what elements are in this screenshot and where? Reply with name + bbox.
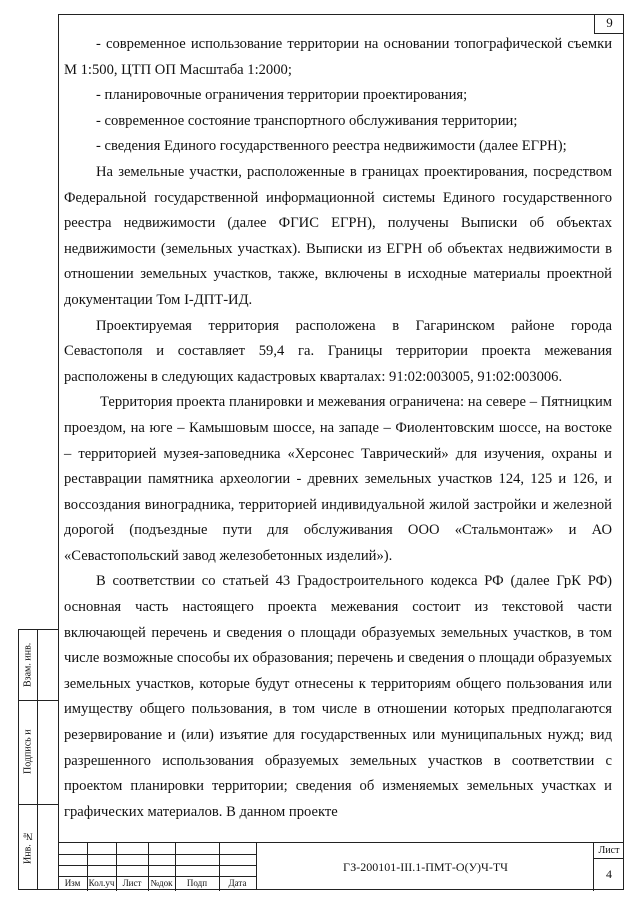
paragraph: Проектируемая территория расположена в Гагаринском районе города Севастополя и составляет 59,4 га. Границы территории проекта межевания расположены в следующих кадастровых кварталах: 91:02:003005, 91:02:003006. bbox=[64, 317, 612, 385]
paragraph: - сведения Единого государственного реестра недвижимости (далее ЕГРН); bbox=[96, 138, 567, 155]
vzam-inv-label: Взам. инв. bbox=[22, 642, 34, 688]
col-koluch: Кол.уч bbox=[88, 878, 115, 888]
sheet-cell bbox=[593, 843, 624, 891]
signature-date-label: Подпись и bbox=[22, 729, 34, 775]
col-ndok: №док bbox=[150, 878, 173, 888]
document-code: ГЗ-200101-III.1-ПМТ-О(У)Ч-ТЧ bbox=[343, 859, 508, 874]
paragraph: Территория проекта планировки и межевания ограничена: на севере – Пятницким проездом, на юге – Камышовым шоссе, на западе – Фиолентовским шоссе, на востоке – территорией музея-заповедника «Херсонес Таврический» для изучения, охраны и реставрации памятника археологии - древних земельных участков 124, 125 и 126, и воссоздания виноградника, территорией индивидуальной жилой застройки и железной дорогой (подъездные пути для обслуживания ООО «Стальмонтаж» и АО «Севастопольский завод железобетонных изделий»). bbox=[64, 394, 612, 564]
paragraph: - современное состояние транспортного обслуживания территории; bbox=[96, 112, 518, 129]
revision-table bbox=[58, 843, 256, 891]
title-block bbox=[58, 842, 624, 890]
sheet-label: Лист bbox=[598, 845, 620, 856]
inv-number-label: Инв. № bbox=[22, 830, 34, 865]
col-podp: Подп bbox=[186, 878, 208, 888]
col-izm: Изм bbox=[64, 878, 81, 888]
paragraph: - планировочные ограничения территории проектирования; bbox=[96, 87, 468, 104]
col-list: Лист bbox=[122, 878, 142, 888]
top-page-number: 9 bbox=[594, 14, 624, 34]
document-body bbox=[64, 32, 612, 825]
paragraph: На земельные участки, расположенные в границах проектирования, посредством Федеральной государственной информационной системы Единого государственного реестра недвижимости (далее ФГИС ЕГРН), получены Выписки об объектах недвижимости (земельных участках). Выписки из ЕГРН об объектах недвижимости в отношении земельных участков, также, включены в исходные материалы проектной документации Том I-ДПТ-ИД. bbox=[64, 163, 612, 308]
col-data: Дата bbox=[228, 878, 247, 888]
sheet-number: 4 bbox=[606, 867, 612, 881]
paragraph: - современное использование территории на основании топографической съемки М 1:500, ЦТП ОП Масштаба 1:2000; bbox=[64, 36, 612, 78]
left-stamp-column bbox=[18, 629, 58, 890]
paragraph: В соответствии со статьей 43 Градостроительного кодекса РФ (далее ГрК РФ) основная часть настоящего проекта межевания состоит из текстовой части включающей перечень и сведения о площади образуемых земельных участков, в том числе возможные способы их образования; перечень и сведения о площади образуемых земельных участков, которые будут отнесены к территориям общего пользования или имуществу общего пользования, в том числе в отношении которых предполагаются резервирование и (или) изъятие для государственных или муниципальных нужд; вид разрешенного использования образуемых земельных участков в соответствии с проектом планировки территории; сведения об изменяемых земельных участках и графических материалов. В данном проекте bbox=[64, 573, 612, 820]
